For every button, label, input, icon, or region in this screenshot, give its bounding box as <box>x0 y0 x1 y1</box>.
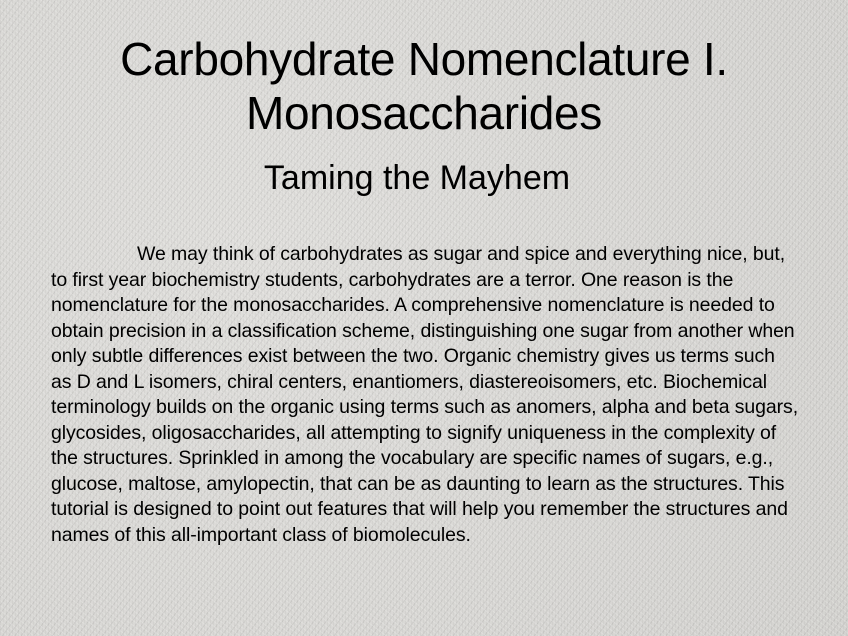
body-paragraph: We may think of carbohydrates as sugar and spice and everything nice, but, to first year biochemistry students, carbohydrates are a terror. One reason is the nomenclature for the monosaccharides. A comprehensive nomenclature is needed to obtain precision in a classification scheme, distinguishing one sugar from another when only subtle differences exist between the two. Organic chemistry gives us terms such as D and L isomers, chiral centers, enantiomers, diastereoisomers, etc. Biochemical terminology builds on the organic using terms such as anomers, alpha and beta sugars, glycosides, oligosaccharides, all attempting to signify uniqueness in the complexity of the structures. Sprinkled in among the vocabulary are specific names of sugars, e.g., glucose, maltose, amylopectin, that can be as daunting to learn as the structures. This tutorial is designed to point out features that will help you remember the structures and names of this all-important class of biomolecules. <box>51 243 799 546</box>
title-line-2: Monosaccharides <box>245 87 603 139</box>
slide-title <box>0 32 848 140</box>
slide-subtitle: Taming the Mayhem <box>263 159 571 197</box>
title-line-1: Carbohydrate Nomenclature I. <box>120 33 728 85</box>
